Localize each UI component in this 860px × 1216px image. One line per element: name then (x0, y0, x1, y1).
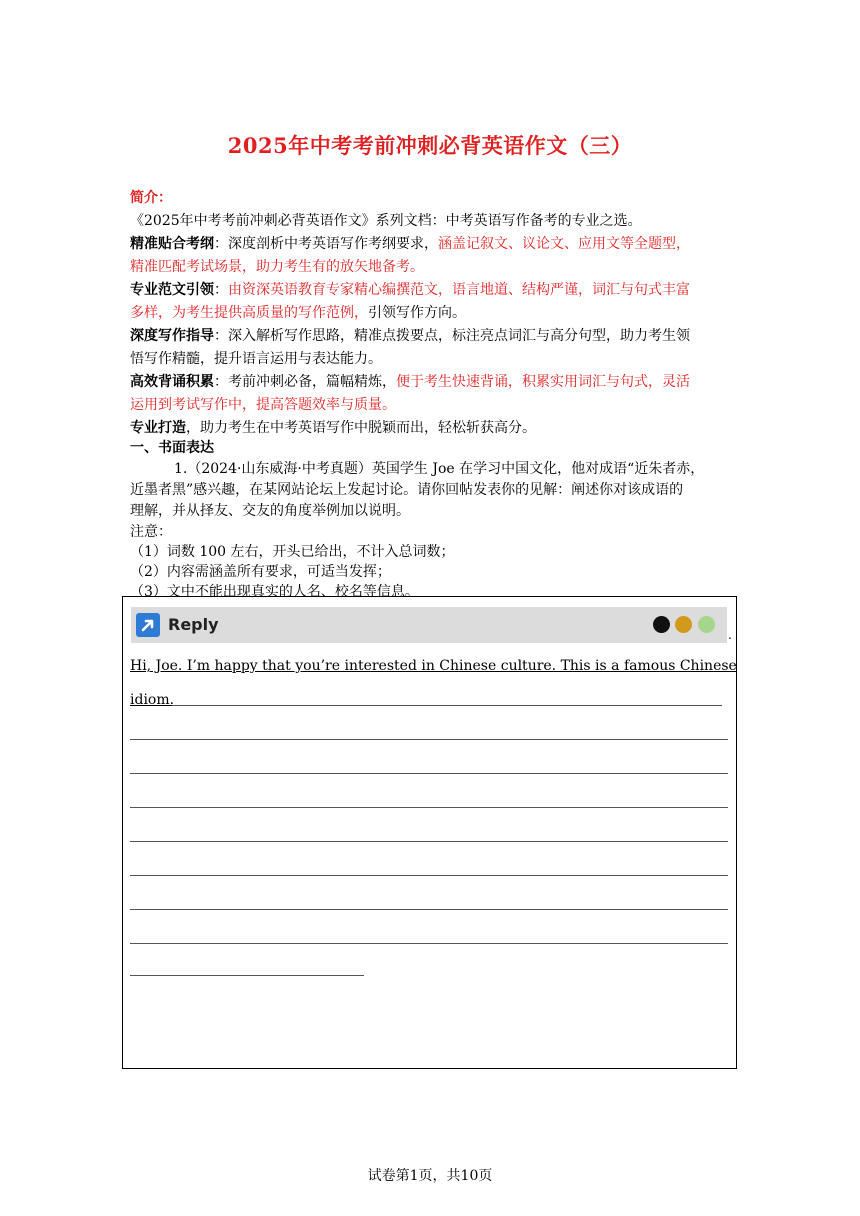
answer-line[interactable] (130, 943, 728, 944)
paragraph-label: 专业打造 (130, 420, 186, 436)
answer-line[interactable] (130, 875, 728, 876)
reply-opening-line: idiom. (130, 692, 175, 708)
black-dot-icon (653, 616, 670, 633)
reply-label: Reply (168, 615, 219, 634)
paragraph-label: 精准贴合考纲 (130, 236, 214, 252)
reply-arrow-icon (136, 613, 160, 637)
answer-line[interactable] (130, 739, 728, 740)
answer-line[interactable] (130, 807, 728, 808)
green-dot-icon (698, 616, 715, 633)
answer-line[interactable] (172, 705, 722, 706)
page-title: 2025年中考考前冲刺必背英语作文（三） (227, 133, 633, 158)
intro-paragraph-2-cont (130, 302, 732, 325)
intro-paragraph-2 (130, 279, 732, 302)
answer-line[interactable] (130, 909, 728, 910)
paragraph-text: ：深度剖析中考英语写作考纲要求， (214, 236, 438, 252)
paragraph-text: ，助力考生在中考英语写作中脱颖而出，轻松斩获高分。 (186, 420, 536, 436)
intro-paragraph-1 (130, 233, 732, 256)
paragraph-label: 专业范文引领 (130, 282, 214, 298)
amber-dot-icon (675, 616, 692, 633)
reply-toolbar (131, 607, 727, 643)
page-footer: 试卷第1页，共10页 (367, 1168, 493, 1184)
note-item: （3）文中不能出现真实的人名、校名等信息。 (130, 584, 419, 600)
question-line: 1.（2024·山东威海·中考真题）英国学生 Joe 在学习中国文化，他对成语“近朱者赤， (174, 461, 705, 477)
answer-line[interactable] (130, 773, 728, 774)
note-item: （1）词数 100 左右，开头已给出，不计入总词数； (130, 544, 455, 560)
intro-paragraph-3 (130, 325, 732, 348)
intro-paragraph-1-cont: 精准匹配考试场景，助力考生有的放矢地备考。 (130, 259, 424, 275)
question-line: 理解，并从择友、交友的角度举例加以说明。 (130, 503, 410, 519)
intro-paragraph-4-cont: 运用到考试写作中，提高答题效率与质量。 (130, 397, 396, 413)
intro-paragraph-4 (130, 371, 732, 394)
intro-paragraph-3-cont: 悟写作精髓，提升语言运用与表达能力。 (130, 351, 382, 367)
paragraph-text: ： (214, 282, 228, 298)
highlight-text: 便于考生快速背诵，积累实用词汇与句式，灵活 (396, 374, 690, 390)
intro-heading: 简介： (130, 190, 172, 206)
stray-dot: . (728, 628, 732, 642)
paragraph-label: 高效背诵积累 (130, 374, 214, 390)
paragraph-text: ：考前冲刺必备，篇幅精炼， (214, 374, 396, 390)
highlight-text: 多样，为考生提供高质量的写作范例， (130, 305, 368, 321)
reply-opening-line: Hi, Joe. I’m happy that you’re interested in Chinese culture. This is a famous Chinese (130, 658, 737, 674)
answer-line[interactable] (130, 975, 364, 976)
highlight-text: 由资深英语教育专家精心编撰范文，语言地道、结构严谨，词汇与句式丰富 (228, 282, 690, 298)
section-heading: 一、书面表达 (130, 440, 214, 456)
paragraph-text: 引领写作方向。 (368, 305, 466, 321)
highlight-text: 涵盖记叙文、议论文、应用文等全题型， (438, 236, 690, 252)
answer-line[interactable] (130, 841, 728, 842)
paragraph-label: 深度写作指导 (130, 328, 214, 344)
paragraph-text: ：深入解析写作思路，精准点拨要点，标注亮点词汇与高分句型，助力考生领 (214, 328, 690, 344)
note-item: （2）内容需涵盖所有要求，可适当发挥； (130, 564, 391, 580)
question-line: 近墨者黑”感兴趣，在某网站论坛上发起讨论。请你回帖发表你的见解：阐述你对该成语的 (130, 482, 684, 498)
note-heading: 注意： (130, 524, 172, 540)
intro-line: 《2025年中考考前冲刺必背英语作文》系列文档：中考英语写作备考的专业之选。 (130, 213, 642, 229)
